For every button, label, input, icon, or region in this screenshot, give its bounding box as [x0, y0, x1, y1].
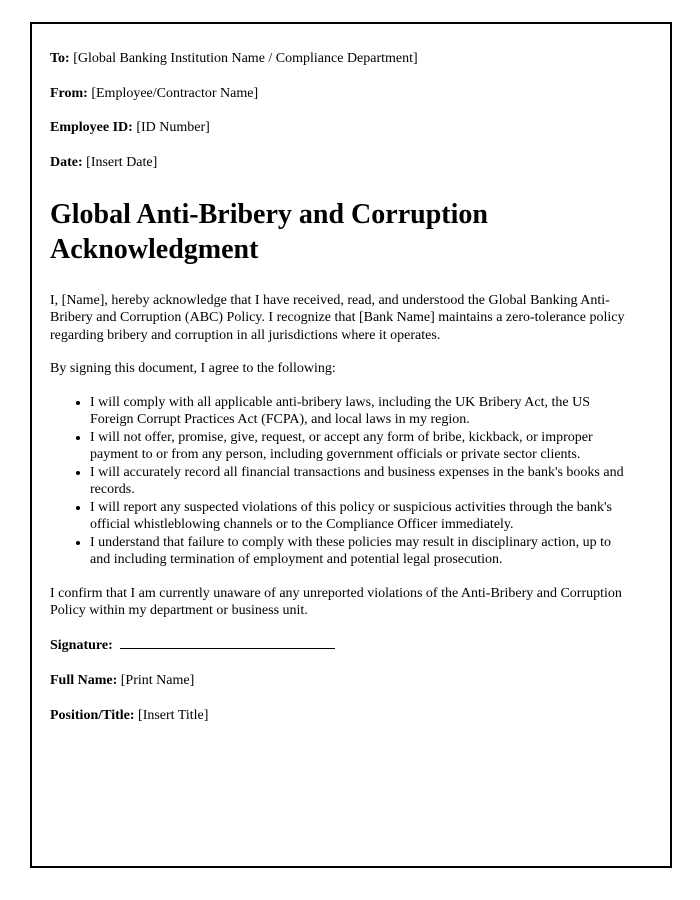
term-item-comply-laws: • I will comply with all applicable anti-bribery laws, including the UK Bribery Act, the US Foreign Corrupt Practices Act (FCPA), and local laws in my region.	[90, 394, 630, 429]
field-to	[50, 50, 630, 68]
field-from	[50, 85, 630, 103]
confirmation-paragraph: I confirm that I am currently unaware of any unreported violations of the Anti-Bribery and Corruption Policy within my department or business unit.	[50, 585, 622, 619]
field-to-value: [Global Banking Institution Name / Compliance Department]	[73, 51, 418, 66]
document-title: Global Anti-Bribery and Corruption Acknowledgment	[50, 199, 488, 266]
signature-line	[120, 636, 335, 649]
full-name-row	[50, 672, 630, 690]
document-page	[30, 22, 672, 868]
term-item-accurate-records: • I will accurately record all financial transactions and business expenses in the bank's books and records.	[90, 464, 630, 499]
signature-row	[50, 636, 630, 655]
term-item-disciplinary-action: • I understand that failure to comply with these policies may result in disciplinary action, up to and including termination of employment and potential legal prosecution.	[90, 534, 630, 569]
intro-paragraph: I, [Name], hereby acknowledge that I have received, read, and understood the Global Banking Anti-Bribery and Corruption (ABC) Policy. I recognize that [Bank Name] maintains a zero-tolerance policy regarding bribery and corruption in all jurisdictions where it operates.	[50, 292, 625, 343]
field-date-value: [Insert Date]	[86, 154, 158, 170]
position-title-value: [Insert Title]	[138, 707, 209, 723]
field-from-label: From:	[50, 85, 88, 101]
agreement-lead-paragraph: By signing this document, I agree to the following:	[50, 361, 336, 377]
signature-label: Signature:	[50, 637, 113, 653]
field-date-label: Date:	[50, 154, 83, 170]
term-item-report-violations: • I will report any suspected violations of this policy or suspicious activities through the bank's official whistleblowing channels or to the Compliance Officer immediately.	[90, 499, 630, 534]
field-employee-id	[50, 119, 630, 137]
position-title-label: Position/Title:	[50, 707, 135, 723]
term-item-no-bribes: • I will not offer, promise, give, request, or accept any form of bribe, kickback, or improper payment to or from any person, including government officials or private sector clients.	[90, 429, 630, 464]
field-date	[50, 154, 630, 172]
field-from-value: [Employee/Contractor Name]	[91, 85, 259, 101]
position-title-row	[50, 707, 630, 725]
field-to-label: To:	[50, 51, 70, 66]
full-name-label: Full Name:	[50, 673, 118, 689]
agreement-terms-list	[50, 394, 630, 569]
field-employee-id-label: Employee ID:	[50, 120, 133, 135]
full-name-value: [Print Name]	[120, 673, 195, 689]
field-employee-id-value: [ID Number]	[136, 120, 210, 135]
